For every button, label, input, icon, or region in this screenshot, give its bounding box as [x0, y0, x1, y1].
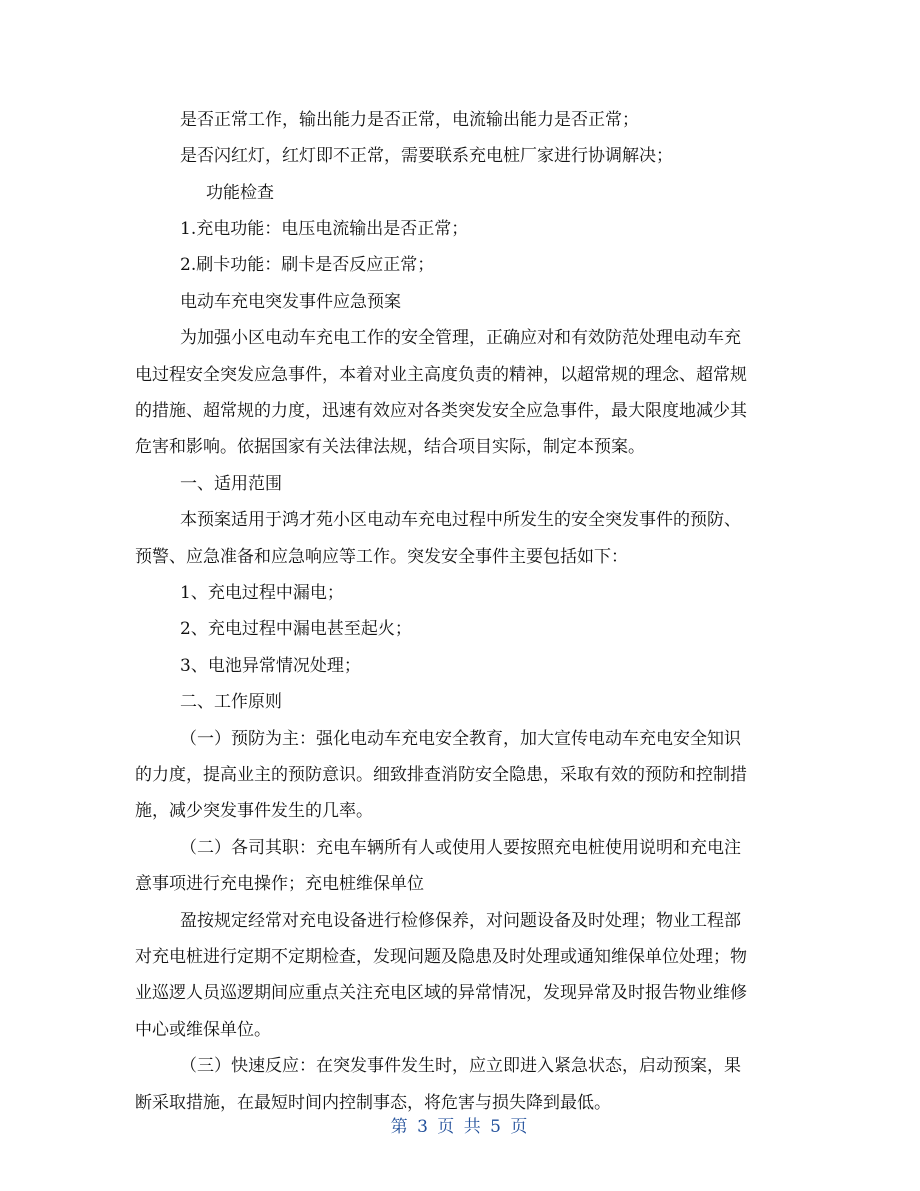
- paragraph-line: 中心或维保单位。: [135, 1020, 271, 1040]
- paragraph-line: 对充电桩进行定期不定期检查，发现问题及隐患及时处理或通知维保单位处理；物: [135, 947, 747, 967]
- paragraph-line: （一）预防为主：强化电动车充电安全教育，加大宣传电动车充电安全知识: [180, 729, 741, 749]
- paragraph-line: 危害和影响。依据国家有关法律法规，结合项目实际，制定本预案。: [135, 437, 645, 457]
- list-item: 1.充电功能：电压电流输出是否正常；: [180, 219, 469, 239]
- list-item: 2、充电过程中漏电甚至起火；: [180, 619, 412, 639]
- paragraph-line: 业巡逻人员巡逻期间应重点关注充电区域的异常情况，发现异常及时报告物业维修: [135, 983, 747, 1003]
- page-number-footer: 第 3 页 共 5 页: [390, 1117, 530, 1137]
- paragraph-line: 断采取措施，在最短时间内控制事态，将危害与损失降到最低。: [135, 1093, 611, 1113]
- paragraph-line: 为加强小区电动车充电工作的安全管理，正确应对和有效防范处理电动车充: [180, 328, 741, 348]
- list-item: 1、充电过程中漏电；: [180, 583, 344, 603]
- section-heading: 一、适用范围: [180, 474, 282, 494]
- paragraph-line: 电过程安全突发应急事件，本着对业主高度负责的精神，以超常规的理念、超常规: [135, 365, 747, 385]
- list-item: 3、电池异常情况处理；: [180, 656, 361, 676]
- paragraph-line: 的力度，提高业主的预防意识。细致排查消防安全隐患，采取有效的预防和控制措: [135, 765, 747, 785]
- text-line: 是否正常工作，输出能力是否正常，电流输出能力是否正常；: [180, 110, 639, 130]
- paragraph-line: 预警、应急准备和应急响应等工作。突发安全事件主要包括如下：: [135, 547, 628, 567]
- text-line: 是否闪红灯，红灯即不正常，需要联系充电桩厂家进行协调解决；: [180, 146, 673, 166]
- paragraph-line: 盈按规定经常对充电设备进行检修保养，对问题设备及时处理；物业工程部: [180, 911, 741, 931]
- paragraph-line: 本预案适用于鸿才苑小区电动车充电过程中所发生的安全突发事件的预防、: [180, 510, 741, 530]
- list-item: 2.刷卡功能：刷卡是否反应正常；: [180, 255, 435, 275]
- document-title: 电动车充电突发事件应急预案: [180, 292, 401, 312]
- paragraph-line: （三）快速反应：在突发事件发生时，应立即进入紧急状态，启动预案，果: [180, 1056, 741, 1076]
- section-heading: 二、工作原则: [180, 692, 282, 712]
- section-heading: 功能检查: [206, 183, 274, 203]
- paragraph-line: 意事项进行充电操作；充电桩维保单位: [135, 874, 424, 894]
- paragraph-line: （二）各司其职：充电车辆所有人或使用人要按照充电桩使用说明和充电注: [180, 838, 741, 858]
- paragraph-line: 施，减少突发事件发生的几率。: [135, 801, 373, 821]
- paragraph-line: 的措施、超常规的力度，迅速有效应对各类突发安全应急事件，最大限度地减少其: [135, 401, 747, 421]
